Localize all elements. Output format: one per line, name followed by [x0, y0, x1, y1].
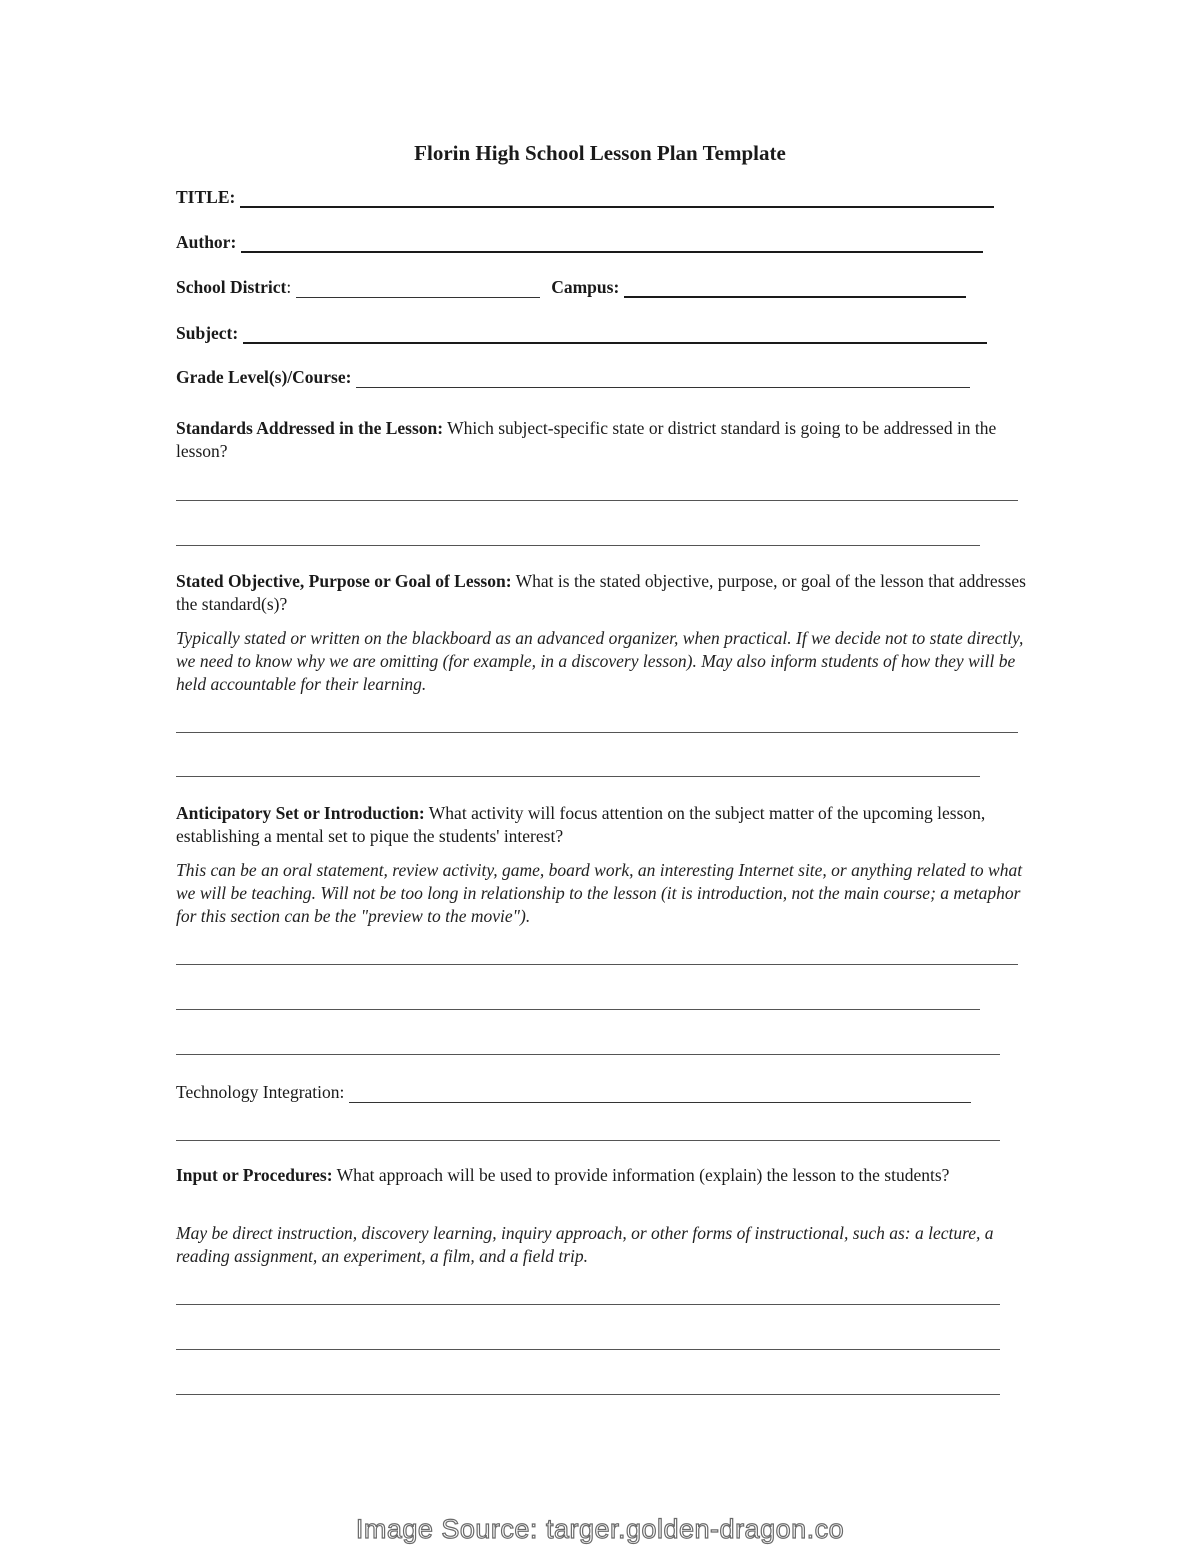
input-paragraph — [176, 1164, 1026, 1187]
author-field-row — [176, 227, 983, 253]
subject-field-blank[interactable] — [243, 324, 987, 344]
objective-heading: Stated Objective, Purpose or Goal of Lesson: — [176, 571, 512, 591]
technology-answer-line[interactable] — [176, 1140, 1000, 1141]
author-field-blank[interactable] — [241, 233, 983, 253]
technology-field-row — [176, 1077, 971, 1103]
title-field-label: TITLE: — [176, 187, 236, 207]
anticipatory-heading: Anticipatory Set or Introduction: — [176, 803, 425, 823]
anticipatory-prompt: What activity will focus attention on the subject matter of the upcoming lesson, establishing a mental set to pique the students' interest? — [176, 803, 986, 846]
district-field-blank[interactable] — [296, 279, 540, 298]
title-field-row — [176, 182, 994, 208]
objective-answer-line-1[interactable] — [176, 732, 1018, 733]
author-field-label: Author: — [176, 232, 237, 252]
input-answer-line-1[interactable] — [176, 1304, 1000, 1305]
grade-field-blank[interactable] — [356, 369, 970, 388]
campus-field-label: Campus: — [551, 277, 620, 297]
technology-field-blank[interactable] — [349, 1084, 971, 1103]
grade-field-label: Grade Level(s)/Course: — [176, 367, 352, 387]
campus-field-blank[interactable] — [624, 278, 966, 298]
standards-answer-line-2[interactable] — [176, 545, 980, 546]
image-source-watermark: Image Source: targer.golden-dragon.co — [355, 1514, 845, 1544]
standards-paragraph — [176, 417, 1026, 463]
anticipatory-answer-line-3[interactable] — [176, 1054, 1000, 1055]
input-heading: Input or Procedures: — [176, 1165, 333, 1185]
standards-prompt: Which subject-specific state or district standard is going to be addressed in the lesson? — [176, 418, 997, 461]
anticipatory-guidance: This can be an oral statement, review activity, game, board work, an interesting Internet site, or anything related to what we will be teaching. Will not be too long in relationship to the lesson (it is introduction, not the main course; a metaphor for this section can be the "preview to the movie"). — [176, 860, 1023, 926]
district-field-label: School District — [176, 277, 287, 297]
standards-answer-line-1[interactable] — [176, 500, 1018, 501]
input-answer-line-2[interactable] — [176, 1349, 1000, 1350]
standards-heading: Standards Addressed in the Lesson: — [176, 418, 444, 438]
title-field-blank[interactable] — [240, 188, 994, 208]
district-campus-row — [176, 272, 966, 298]
anticipatory-answer-line-2[interactable] — [176, 1009, 980, 1010]
anticipatory-paragraph — [176, 802, 1026, 848]
input-guidance: May be direct instruction, discovery learning, inquiry approach, or other forms of instructional, such as: a lecture, a reading assignment, an experiment, a film, and a field trip. — [176, 1223, 994, 1266]
district-field-separator: : — [286, 277, 292, 297]
input-prompt: What approach will be used to provide information (explain) the lesson to the students? — [332, 1165, 950, 1185]
grade-field-row — [176, 362, 970, 388]
anticipatory-answer-line-1[interactable] — [176, 964, 1018, 965]
page-title: Florin High School Lesson Plan Template — [414, 141, 786, 165]
objective-answer-line-2[interactable] — [176, 776, 980, 777]
subject-field-label: Subject: — [176, 323, 239, 343]
technology-field-label: Technology Integration: — [176, 1082, 345, 1102]
subject-field-row — [176, 318, 987, 344]
objective-prompt: What is the stated objective, purpose, or goal of the lesson that addresses the standard(s)? — [176, 571, 1026, 614]
input-answer-line-3[interactable] — [176, 1394, 1000, 1395]
objective-guidance: Typically stated or written on the blackboard as an advanced organizer, when practical. If we decide not to state directly, we need to know why we are omitting (for example, in a discovery lesson). May also inform students of how they will be held accountable for their learning. — [176, 628, 1024, 694]
objective-paragraph — [176, 570, 1026, 616]
